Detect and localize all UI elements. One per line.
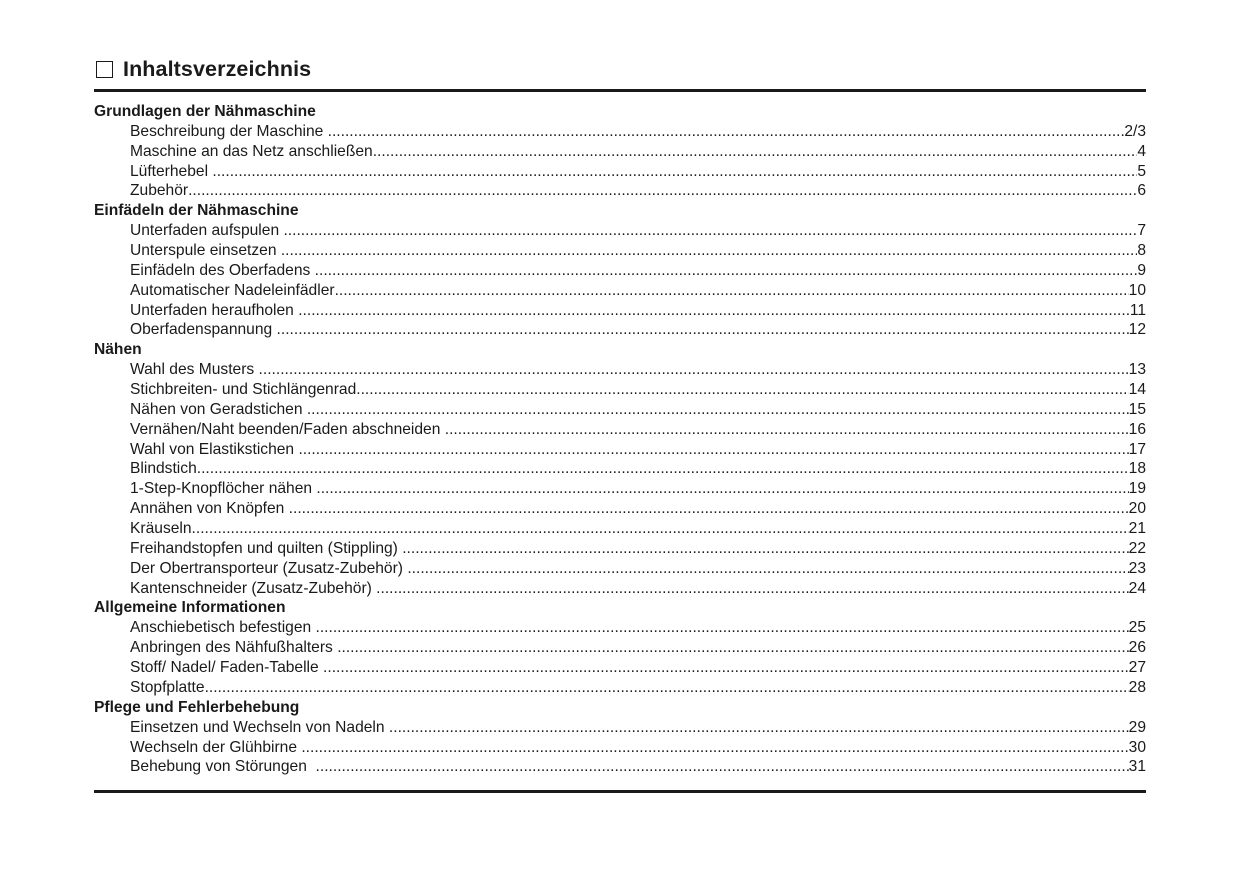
- dot-leader: [212, 162, 1137, 182]
- toc-entry-label: Der Obertransporteur (Zusatz-Zubehör): [130, 559, 408, 577]
- toc-entry-page: 12: [1128, 321, 1146, 339]
- toc-entry-label: Kräuseln: [130, 520, 192, 538]
- section-heading: Grundlagen der Nähmaschine: [94, 103, 316, 120]
- toc-entry-label: Einfädeln des Oberfadens: [130, 261, 315, 279]
- toc-entry-page: 19: [1128, 480, 1146, 498]
- dot-leader: [323, 658, 1129, 678]
- dot-leader: [335, 281, 1129, 301]
- toc-entry[interactable]: [94, 757, 1146, 777]
- toc-entry-label: Unterfaden aufspulen: [130, 222, 284, 240]
- page-title: Inhaltsverzeichnis: [123, 56, 312, 81]
- toc-entry-label: Zubehör: [130, 182, 189, 200]
- section-heading: Allgemeine Informationen: [94, 599, 286, 617]
- toc-entry[interactable]: [94, 638, 1146, 658]
- toc-entry-page: 11: [1129, 301, 1146, 319]
- dot-leader: [389, 718, 1129, 738]
- dot-leader: [205, 678, 1129, 698]
- toc-page: [94, 54, 1146, 776]
- dot-leader: [192, 519, 1129, 539]
- table-of-contents: [94, 102, 1146, 777]
- toc-entry-page: 10: [1128, 281, 1146, 299]
- toc-entry-page: 21: [1128, 520, 1146, 538]
- checkbox-icon: [96, 61, 113, 78]
- dot-leader: [277, 320, 1129, 340]
- toc-entry[interactable]: [94, 241, 1146, 261]
- toc-entry-page: 24: [1128, 579, 1146, 597]
- toc-entry-label: Beschreibung der Maschine: [130, 122, 328, 140]
- toc-entry-label: Wahl von Elastikstichen: [130, 440, 299, 458]
- toc-entry-page: 9: [1137, 261, 1146, 279]
- toc-entry-label: Blindstich: [130, 460, 197, 478]
- toc-entry[interactable]: [94, 579, 1146, 599]
- toc-entry[interactable]: [94, 559, 1146, 579]
- toc-entry[interactable]: [94, 658, 1146, 678]
- section-heading: Nähen: [94, 341, 142, 359]
- dot-leader: [188, 181, 1137, 201]
- toc-entry[interactable]: [94, 738, 1146, 758]
- dot-leader: [407, 559, 1128, 579]
- toc-entry-label: Stoff/ Nadel/ Faden-Tabelle: [130, 659, 324, 677]
- toc-entry[interactable]: [94, 678, 1146, 698]
- toc-entry-page: 26: [1128, 639, 1146, 657]
- toc-entry-page: 22: [1128, 539, 1146, 557]
- toc-entry-label: Einsetzen und Wechseln von Nadeln: [130, 718, 389, 736]
- toc-entry[interactable]: [94, 380, 1146, 400]
- dot-leader: [281, 241, 1137, 261]
- dot-leader: [259, 360, 1129, 380]
- section-heading: Pflege und Fehlerbehebung: [94, 698, 300, 716]
- toc-entry-label: Unterspule einsetzen: [130, 242, 281, 260]
- dot-leader: [316, 479, 1128, 499]
- toc-entry-page: 17: [1128, 440, 1146, 458]
- toc-entry-page: 31: [1128, 758, 1146, 776]
- toc-entry[interactable]: [94, 400, 1146, 420]
- toc-entry[interactable]: [94, 221, 1146, 241]
- dot-leader: [197, 459, 1129, 479]
- toc-entry-label: Maschine an das Netz anschließen: [130, 142, 373, 160]
- toc-entry-label: Unterfaden heraufholen: [130, 301, 299, 319]
- toc-entry-label: Lüfterhebel: [130, 162, 213, 180]
- bottom-divider: [94, 790, 1146, 793]
- toc-entry-page: 5: [1137, 162, 1146, 180]
- toc-entry-page: 4: [1137, 142, 1146, 160]
- toc-entry[interactable]: [94, 499, 1146, 519]
- toc-entry[interactable]: [94, 718, 1146, 738]
- toc-entry[interactable]: [94, 360, 1146, 380]
- toc-entry[interactable]: [94, 162, 1146, 182]
- dot-leader: [298, 440, 1128, 460]
- toc-entry[interactable]: [94, 420, 1146, 440]
- toc-entry[interactable]: [94, 440, 1146, 460]
- toc-entry[interactable]: [94, 459, 1146, 479]
- toc-entry[interactable]: [94, 479, 1146, 499]
- toc-entry-page: 28: [1128, 678, 1146, 696]
- toc-entry-page: 14: [1128, 381, 1146, 399]
- toc-entry-page: 30: [1128, 738, 1146, 756]
- toc-entry[interactable]: [94, 281, 1146, 301]
- dot-leader: [289, 499, 1129, 519]
- dot-leader: [337, 638, 1128, 658]
- toc-entry-label: Kantenschneider (Zusatz-Zubehör): [130, 579, 377, 597]
- toc-entry[interactable]: [94, 181, 1146, 201]
- toc-entry-page: 29: [1128, 718, 1146, 736]
- toc-entry-page: 25: [1128, 619, 1146, 637]
- dot-leader: [315, 261, 1138, 281]
- dot-leader: [376, 579, 1128, 599]
- title-row: [94, 54, 1146, 84]
- toc-entry-label: Oberfadenspannung: [130, 321, 277, 339]
- toc-entry-label: Stichbreiten- und Stichlängenrad: [130, 381, 357, 399]
- dot-leader: [298, 301, 1130, 321]
- dot-leader: [445, 420, 1129, 440]
- toc-entry-label: Freihandstopfen und quilten (Stippling): [130, 539, 403, 557]
- toc-entry[interactable]: [94, 301, 1146, 321]
- section-heading: Einfädeln der Nähmaschine: [94, 202, 299, 220]
- dot-leader: [402, 539, 1128, 559]
- toc-entry-label: Vernähen/Naht beenden/Faden abschneiden: [130, 420, 445, 438]
- toc-entry[interactable]: [94, 261, 1146, 281]
- dot-leader: [283, 221, 1137, 241]
- toc-entry-label: Anschiebetisch befestigen: [130, 619, 316, 637]
- toc-entry-label: Wahl des Musters: [130, 361, 259, 379]
- toc-entry-page: 27: [1128, 659, 1146, 677]
- dot-leader: [301, 738, 1128, 758]
- toc-entry-page: 18: [1128, 460, 1146, 478]
- toc-entry-page: 8: [1137, 242, 1146, 260]
- dot-leader: [307, 400, 1129, 420]
- toc-entry-label: Automatischer Nadeleinfädler: [130, 281, 335, 299]
- toc-entry[interactable]: [94, 122, 1146, 142]
- toc-entry-page: 16: [1128, 420, 1146, 438]
- dot-leader: [316, 618, 1129, 638]
- toc-entry-page: 20: [1128, 500, 1146, 518]
- dot-leader: [356, 380, 1128, 400]
- dot-leader: [316, 757, 1129, 777]
- toc-entry-label: Nähen von Geradstichen: [130, 400, 307, 418]
- toc-entry[interactable]: [94, 618, 1146, 638]
- toc-entry-page: 13: [1128, 361, 1146, 379]
- toc-entry[interactable]: [94, 519, 1146, 539]
- top-divider: [94, 89, 1146, 92]
- toc-entry-label: Behebung von Störungen: [130, 758, 316, 776]
- toc-entry-page: 6: [1137, 182, 1146, 200]
- toc-entry-label: Wechseln der Glühbirne: [130, 738, 302, 756]
- toc-entry-label: 1-Step-Knopflöcher nähen: [130, 480, 317, 498]
- toc-entry[interactable]: [94, 539, 1146, 559]
- toc-entry-page: 7: [1137, 222, 1146, 240]
- dot-leader: [373, 142, 1138, 162]
- toc-entry[interactable]: [94, 320, 1146, 340]
- toc-entry[interactable]: [94, 142, 1146, 162]
- toc-entry-page: 2/3: [1124, 122, 1146, 140]
- toc-entry-label: Stopfplatte: [130, 678, 205, 696]
- dot-leader: [328, 122, 1125, 142]
- toc-entry-page: 15: [1128, 400, 1146, 418]
- toc-entry-label: Anbringen des Nähfußhalters: [130, 639, 338, 657]
- toc-entry-page: 23: [1128, 559, 1146, 577]
- toc-entry-label: Annähen von Knöpfen: [130, 500, 289, 518]
